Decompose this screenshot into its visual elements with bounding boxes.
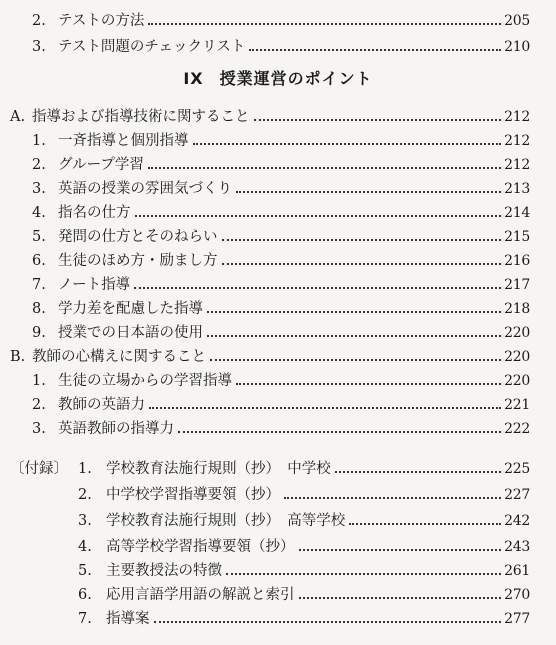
entry-number: 9. (32, 325, 46, 341)
entry-number: 4. (78, 539, 92, 555)
entry-page: 216 (504, 253, 530, 269)
entry-page: 220 (504, 325, 530, 341)
leader-dots (349, 523, 501, 525)
entry-title: 一斉指導と個別指導 (58, 133, 189, 149)
entry-title: 生徒の立場からの学習指導 (58, 373, 232, 389)
entry-page: 261 (504, 563, 530, 579)
toc-entry (32, 200, 530, 222)
entry-number: 1. (32, 373, 46, 389)
leader-dots (193, 143, 502, 145)
entry-page: 243 (504, 539, 530, 555)
entry-page: 221 (504, 397, 530, 413)
leader-dots (154, 621, 502, 623)
leader-dots (299, 549, 502, 551)
entry-number: 2. (32, 13, 46, 29)
entry-title: ノート指導 (58, 277, 131, 293)
leader-dots (134, 287, 501, 289)
entry-number: 2. (32, 157, 46, 173)
toc-entry (32, 248, 530, 270)
section-title: 教師の心構えに関すること (32, 349, 206, 365)
entry-title: 英語教師の指導力 (58, 421, 174, 437)
section-letter: A. (10, 109, 26, 125)
entry-title: 学力差を配慮した指導 (58, 301, 203, 317)
section-page: 212 (504, 109, 530, 125)
toc-entry (32, 176, 530, 198)
toc-entry (32, 368, 530, 390)
entry-number: 3. (32, 181, 46, 197)
section-heading-a (10, 104, 530, 126)
chapter-number: IX (183, 69, 204, 88)
entry-number: 5. (32, 229, 46, 245)
section-title: 指導および指導技術に関すること (32, 109, 250, 125)
entry-title: 高等学校学習指導要領（抄） (106, 539, 295, 555)
appendix-entry (78, 508, 530, 530)
entry-number: 3. (32, 421, 46, 437)
entry-page: 205 (504, 13, 530, 29)
toc-entry (32, 416, 530, 438)
entry-title: テスト問題のチェックリスト (58, 39, 246, 55)
leader-dots (148, 167, 501, 169)
entry-number: 1. (78, 461, 92, 477)
entry-page: 242 (504, 513, 530, 529)
leader-dots (207, 311, 501, 313)
entry-number: 1. (32, 133, 46, 149)
leader-dots (226, 573, 501, 575)
entry-title: テストの方法 (58, 13, 145, 29)
appendix-entry (78, 534, 530, 556)
leader-dots (148, 23, 501, 25)
entry-title: 指導案 (106, 611, 150, 627)
entry-number: 2. (78, 487, 92, 503)
leader-dots (284, 497, 501, 499)
entry-title: 発問の仕方とそのねらい (58, 229, 218, 245)
entry-number: 3. (32, 39, 46, 55)
leader-dots (135, 215, 502, 217)
entry-page: 270 (504, 587, 530, 603)
toc-entry (32, 8, 530, 30)
section-page: 220 (504, 349, 530, 365)
entry-title: グループ学習 (58, 157, 144, 173)
appendix-label: 〔付録〕 (10, 461, 68, 477)
entry-page: 210 (504, 39, 530, 55)
entry-page: 212 (504, 133, 530, 149)
chapter-heading (0, 66, 556, 89)
entry-page: 212 (504, 157, 530, 173)
appendix-entry (78, 582, 530, 604)
entry-page: 217 (504, 277, 530, 293)
toc-entry (32, 152, 530, 174)
entry-number: 6. (32, 253, 46, 269)
section-heading-b (10, 344, 530, 366)
leader-dots (236, 191, 501, 193)
appendix-entry (78, 482, 530, 504)
leader-dots (299, 597, 502, 599)
appendix-entry (78, 606, 530, 628)
entry-page: 225 (504, 461, 530, 477)
toc-entry (32, 34, 530, 56)
leader-dots (335, 471, 501, 473)
entry-title: 教師の英語力 (58, 397, 145, 413)
entry-number: 8. (32, 301, 46, 317)
toc-entry (32, 272, 530, 294)
leader-dots (178, 431, 501, 433)
entry-title: 指名の仕方 (58, 205, 131, 221)
entry-title: 学校教育法施行規則（抄） 高等学校 (106, 513, 346, 529)
entry-number: 4. (32, 205, 46, 221)
appendix-entry (78, 456, 530, 478)
leader-dots (222, 239, 502, 241)
appendix-entry (78, 558, 530, 580)
entry-number: 7. (32, 277, 46, 293)
entry-title: 授業での日本語の使用 (58, 325, 203, 341)
leader-dots (236, 383, 501, 385)
entry-title: 応用言語学用語の解説と索引 (106, 587, 295, 603)
leader-dots (222, 263, 502, 265)
entry-page: 215 (504, 229, 530, 245)
entry-title: 生徒のほめ方・励まし方 (58, 253, 218, 269)
entry-title: 英語の授業の雰囲気づくり (58, 181, 232, 197)
toc-entry (32, 128, 530, 150)
section-letter: B. (10, 349, 26, 365)
toc-entry (32, 392, 530, 414)
entry-number: 6. (78, 587, 92, 603)
leader-dots (210, 359, 501, 361)
entry-number: 7. (78, 611, 92, 627)
leader-dots (149, 407, 501, 409)
entry-title: 学校教育法施行規則（抄） 中学校 (106, 461, 331, 477)
entry-page: 214 (504, 205, 530, 221)
leader-dots (207, 335, 501, 337)
toc-entry (32, 224, 530, 246)
entry-number: 3. (78, 513, 92, 529)
entry-page: 218 (504, 301, 530, 317)
entry-page: 222 (504, 421, 530, 437)
entry-title: 中学校学習指導要領（抄） (106, 487, 280, 503)
entry-number: 5. (78, 563, 92, 579)
entry-page: 277 (504, 611, 530, 627)
toc-entry (32, 296, 530, 318)
entry-number: 2. (32, 397, 46, 413)
chapter-title: 授業運営のポイント (219, 69, 373, 88)
entry-page: 220 (504, 373, 530, 389)
leader-dots (249, 49, 501, 51)
entry-title: 主要教授法の特徴 (106, 563, 222, 579)
entry-page: 213 (504, 181, 530, 197)
leader-dots (254, 119, 502, 121)
entry-page: 227 (504, 487, 530, 503)
toc-entry (32, 320, 530, 342)
